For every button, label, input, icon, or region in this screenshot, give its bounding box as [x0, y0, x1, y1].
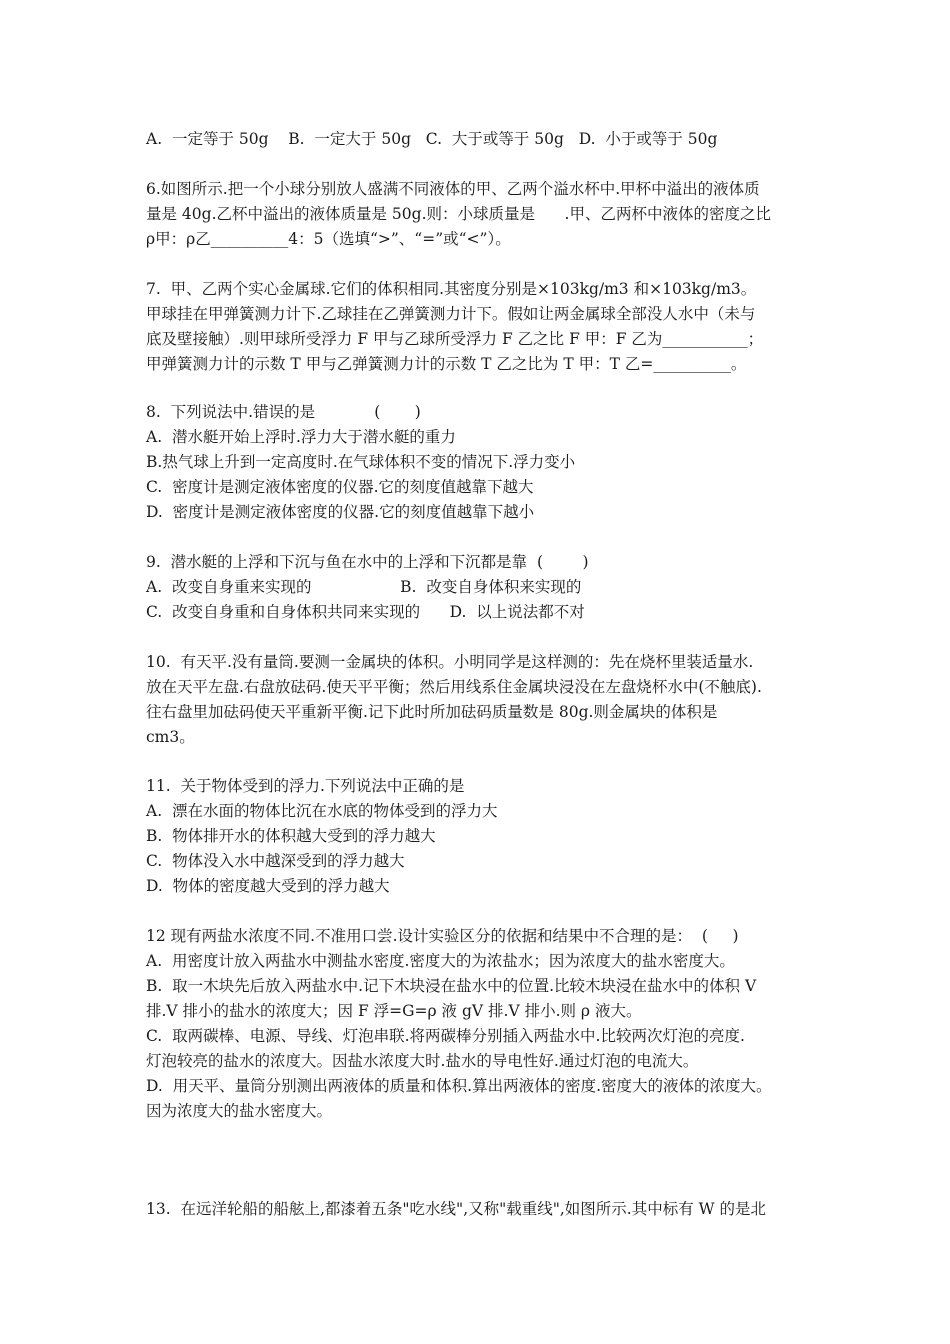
q9-options-cd: C. 改变自身重和自身体积共同来实现的 D. 以上说法都不对 — [146, 603, 585, 621]
q5-options: A. 一定等于 50g B. 一定大于 50g C. 大于或等于 50g D. 小于或等于 50g — [146, 130, 718, 148]
q7-line-4: 甲弹簧测力计的示数 T 甲与乙弹簧测力计的示数 T 乙之比为 T 甲：T 乙=__________。 — [146, 355, 747, 373]
q8-option-b: B.热气球上升到一定高度时.在气球体积不变的情况下.浮力变小 — [146, 453, 576, 471]
q7-line-2: 甲球挂在甲弹簧测力计下.乙球挂在乙弹簧测力计下。假如让两金属球全部没人水中（未与 — [146, 305, 756, 323]
q6-line-1: 6.如图所示.把一个小球分别放人盛满不同液体的甲、乙两个溢水杯中.甲杯中溢出的液体质 — [146, 180, 760, 198]
q10-line-3: 往右盘里加砝码使天平重新平衡.记下此时所加砝码质量数是 80g.则金属块的体积是 — [146, 703, 718, 721]
q9-options-ab: A. 改变自身重来实现的 B. 改变自身体积来实现的 — [146, 578, 582, 596]
q8-option-d: D. 密度计是测定液体密度的仪器.它的刻度值越靠下越小 — [146, 503, 535, 521]
q11-option-c: C. 物体没入水中越深受到的浮力越大 — [146, 852, 405, 870]
q12-option-d-2: 因为浓度大的盐水密度大。 — [146, 1102, 333, 1120]
q7-line-3: 底及壁接触）.则甲球所受浮力 F 甲与乙球所受浮力 F 乙之比 F 甲：F 乙为___________； — [146, 330, 764, 348]
q7-line-1: 7. 甲、乙两个实心金属球.它们的体积相同.其密度分别是×103kg/m3 和×103kg/m3。 — [146, 280, 757, 298]
q10-line-4: cm3。 — [146, 728, 195, 746]
q12-option-a: A. 用密度计放入两盐水中测盐水密度.密度大的为浓盐水；因为浓度大的盐水密度大。 — [146, 952, 735, 970]
q11-option-d: D. 物体的密度越大受到的浮力越大 — [146, 877, 390, 895]
q13-line-1: 13. 在远洋轮船的船舷上,都漆着五条"吃水线",又称"载重线",如图所示.其中标有 W 的是北 — [146, 1200, 767, 1218]
q12-option-b-1: B. 取一木块先后放入两盐水中.记下木块浸在盐水中的位置.比较木块浸在盐水中的体积 V — [146, 977, 757, 995]
q8-stem: 8. 下列说法中.错误的是 ( ) — [146, 403, 421, 421]
q12-stem: 12 现有两盐水浓度不同.不准用口尝.设计实验区分的依据和结果中不合理的是： ( ) — [146, 927, 739, 945]
q10-line-2: 放在天平左盘.右盘放砝码.使天平平衡；然后用线系住金属块浸没在左盘烧杯水中(不触底). — [146, 678, 762, 696]
q12-option-c-1: C. 取两碳棒、电源、导线、灯泡串联.将两碳棒分别插入两盐水中.比较两次灯泡的亮度. — [146, 1027, 745, 1045]
q12-option-d-1: D. 用天平、量筒分别测出两液体的质量和体积.算出两液体的密度.密度大的液体的浓度大。 — [146, 1077, 772, 1095]
q11-stem: 11. 关于物体受到的浮力.下列说法中正确的是 — [146, 777, 465, 795]
q6-line-3: ρ甲：ρ乙__________4：5（选填“>”、“=”或“<”）。 — [146, 230, 511, 248]
q9-stem: 9. 潜水艇的上浮和下沉与鱼在水中的上浮和下沉都是靠 ( ) — [146, 553, 589, 571]
q8-option-a: A. 潜水艇开始上浮时.浮力大于潜水艇的重力 — [146, 428, 456, 446]
q11-option-a: A. 漂在水面的物体比沉在水底的物体受到的浮力大 — [146, 802, 498, 820]
q10-line-1: 10. 有天平.没有量筒.要测一金属块的体积。小明同学是这样测的：先在烧杯里装适量水. — [146, 653, 754, 671]
q8-option-c: C. 密度计是测定液体密度的仪器.它的刻度值越靠下越大 — [146, 478, 534, 496]
q11-option-b: B. 物体排开水的体积越大受到的浮力越大 — [146, 827, 436, 845]
q12-option-c-2: 灯泡较亮的盐水的浓度大。因盐水浓度大时.盐水的导电性好.通过灯泡的电流大。 — [146, 1052, 699, 1070]
q12-option-b-2: 排.V 排小的盐水的浓度大；因 F 浮=G=ρ 液 gV 排.V 排小.则 ρ 液大。 — [146, 1002, 642, 1020]
q6-line-2: 量是 40g.乙杯中溢出的液体质量是 50g.则：小球质量是 .甲、乙两杯中液体的密度之比 — [146, 205, 771, 223]
